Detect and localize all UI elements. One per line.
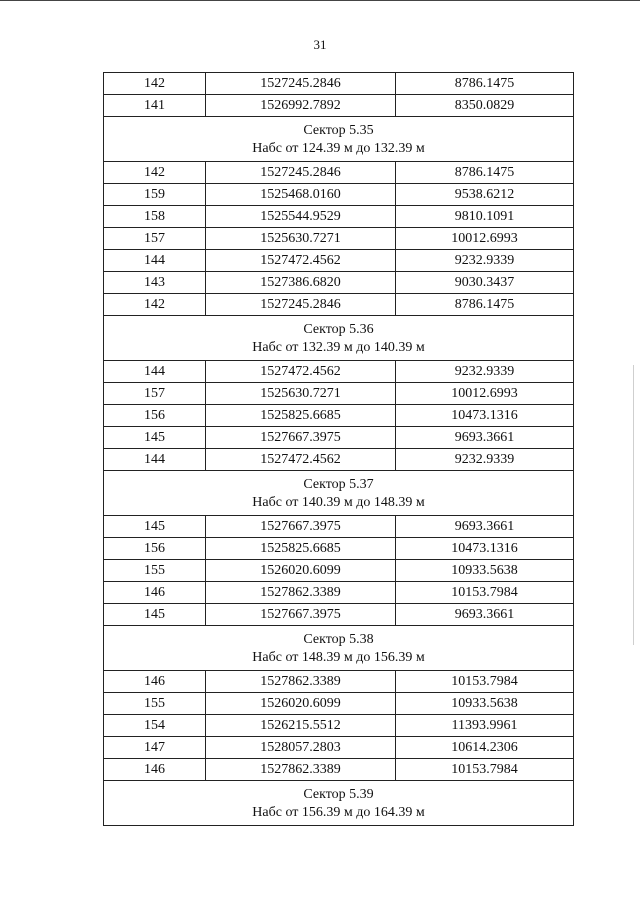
coordinates-table-body (104, 73, 574, 826)
point-number-cell: 142 (104, 162, 206, 184)
table-row (104, 759, 574, 781)
x-coordinate-cell: 1527245.2846 (206, 73, 396, 95)
point-number-cell: 143 (104, 272, 206, 294)
table-row (104, 361, 574, 383)
y-coordinate-cell: 10614.2306 (396, 737, 574, 759)
point-number-cell: 141 (104, 95, 206, 117)
sector-header-cell (104, 781, 574, 826)
y-coordinate-cell: 10012.6993 (396, 383, 574, 405)
y-coordinate-cell: 10933.5638 (396, 693, 574, 715)
x-coordinate-cell: 1527245.2846 (206, 294, 396, 316)
x-coordinate-cell: 1527667.3975 (206, 516, 396, 538)
sector-header-row (104, 781, 574, 826)
y-coordinate-cell: 9232.9339 (396, 361, 574, 383)
sector-title: Сектор 5.35 (303, 122, 374, 138)
table-row (104, 184, 574, 206)
point-number-cell: 142 (104, 294, 206, 316)
table-row (104, 250, 574, 272)
table-row (104, 449, 574, 471)
point-number-cell: 155 (104, 693, 206, 715)
table-row (104, 228, 574, 250)
point-number-cell: 145 (104, 427, 206, 449)
sector-header-cell (104, 117, 574, 162)
sector-title: Сектор 5.38 (303, 631, 374, 647)
sector-title: Сектор 5.39 (303, 786, 374, 802)
sector-header-row (104, 471, 574, 516)
table-row (104, 95, 574, 117)
x-coordinate-cell: 1528057.2803 (206, 737, 396, 759)
table-row (104, 671, 574, 693)
table-row (104, 538, 574, 560)
x-coordinate-cell: 1526215.5512 (206, 715, 396, 737)
sector-title: Сектор 5.37 (303, 476, 374, 492)
table-row (104, 737, 574, 759)
y-coordinate-cell: 10153.7984 (396, 759, 574, 781)
y-coordinate-cell: 9030.3437 (396, 272, 574, 294)
x-coordinate-cell: 1526992.7892 (206, 95, 396, 117)
y-coordinate-cell: 10153.7984 (396, 671, 574, 693)
table-row (104, 582, 574, 604)
table-row (104, 294, 574, 316)
y-coordinate-cell: 9693.3661 (396, 604, 574, 626)
sector-header-row (104, 626, 574, 671)
point-number-cell: 159 (104, 184, 206, 206)
table-row (104, 73, 574, 95)
table-row (104, 715, 574, 737)
coordinates-table (103, 72, 574, 826)
x-coordinate-cell: 1526020.6099 (206, 560, 396, 582)
sector-height-range: Набс от 140.39 м до 148.39 м (252, 494, 425, 510)
x-coordinate-cell: 1525468.0160 (206, 184, 396, 206)
point-number-cell: 154 (104, 715, 206, 737)
point-number-cell: 144 (104, 250, 206, 272)
x-coordinate-cell: 1527862.3389 (206, 582, 396, 604)
page-top-edge (0, 0, 640, 1)
x-coordinate-cell: 1525544.9529 (206, 206, 396, 228)
y-coordinate-cell: 8350.0829 (396, 95, 574, 117)
sector-height-range: Набс от 156.39 м до 164.39 м (252, 804, 425, 820)
point-number-cell: 145 (104, 516, 206, 538)
y-coordinate-cell: 11393.9961 (396, 715, 574, 737)
y-coordinate-cell: 9232.9339 (396, 250, 574, 272)
x-coordinate-cell: 1525825.6685 (206, 405, 396, 427)
y-coordinate-cell: 9810.1091 (396, 206, 574, 228)
sector-header-cell (104, 471, 574, 516)
point-number-cell: 146 (104, 671, 206, 693)
point-number-cell: 144 (104, 449, 206, 471)
table-row (104, 560, 574, 582)
y-coordinate-cell: 8786.1475 (396, 73, 574, 95)
x-coordinate-cell: 1525630.7271 (206, 383, 396, 405)
point-number-cell: 158 (104, 206, 206, 228)
x-coordinate-cell: 1527667.3975 (206, 604, 396, 626)
x-coordinate-cell: 1526020.6099 (206, 693, 396, 715)
table-row (104, 693, 574, 715)
sector-height-range: Набс от 132.39 м до 140.39 м (252, 339, 425, 355)
x-coordinate-cell: 1527472.4562 (206, 250, 396, 272)
x-coordinate-cell: 1525825.6685 (206, 538, 396, 560)
y-coordinate-cell: 9693.3661 (396, 516, 574, 538)
sector-header-row (104, 316, 574, 361)
y-coordinate-cell: 10473.1316 (396, 405, 574, 427)
table-row (104, 383, 574, 405)
x-coordinate-cell: 1527472.4562 (206, 449, 396, 471)
y-coordinate-cell: 10933.5638 (396, 560, 574, 582)
table-row (104, 405, 574, 427)
x-coordinate-cell: 1527667.3975 (206, 427, 396, 449)
page-number: 31 (313, 37, 327, 52)
table-row (104, 427, 574, 449)
y-coordinate-cell: 8786.1475 (396, 294, 574, 316)
point-number-cell: 156 (104, 405, 206, 427)
y-coordinate-cell: 10473.1316 (396, 538, 574, 560)
y-coordinate-cell: 9232.9339 (396, 449, 574, 471)
point-number-cell: 155 (104, 560, 206, 582)
sector-height-range: Набс от 148.39 м до 156.39 м (252, 649, 425, 665)
table-row (104, 604, 574, 626)
point-number-cell: 146 (104, 582, 206, 604)
sector-header-cell (104, 626, 574, 671)
table-row (104, 206, 574, 228)
x-coordinate-cell: 1527862.3389 (206, 759, 396, 781)
point-number-cell: 156 (104, 538, 206, 560)
sector-header-row (104, 117, 574, 162)
point-number-cell: 157 (104, 383, 206, 405)
y-coordinate-cell: 10153.7984 (396, 582, 574, 604)
y-coordinate-cell: 9693.3661 (396, 427, 574, 449)
point-number-cell: 157 (104, 228, 206, 250)
sector-height-range: Набс от 124.39 м до 132.39 м (252, 140, 425, 156)
table-row (104, 516, 574, 538)
table-row (104, 162, 574, 184)
x-coordinate-cell: 1527472.4562 (206, 361, 396, 383)
sector-title: Сектор 5.36 (303, 321, 374, 337)
scan-edge-mark (633, 365, 634, 645)
table-row (104, 272, 574, 294)
sector-header-cell (104, 316, 574, 361)
x-coordinate-cell: 1525630.7271 (206, 228, 396, 250)
y-coordinate-cell: 8786.1475 (396, 162, 574, 184)
point-number-cell: 144 (104, 361, 206, 383)
point-number-cell: 147 (104, 737, 206, 759)
x-coordinate-cell: 1527862.3389 (206, 671, 396, 693)
point-number-cell: 146 (104, 759, 206, 781)
y-coordinate-cell: 9538.6212 (396, 184, 574, 206)
y-coordinate-cell: 10012.6993 (396, 228, 574, 250)
x-coordinate-cell: 1527245.2846 (206, 162, 396, 184)
point-number-cell: 142 (104, 73, 206, 95)
point-number-cell: 145 (104, 604, 206, 626)
x-coordinate-cell: 1527386.6820 (206, 272, 396, 294)
